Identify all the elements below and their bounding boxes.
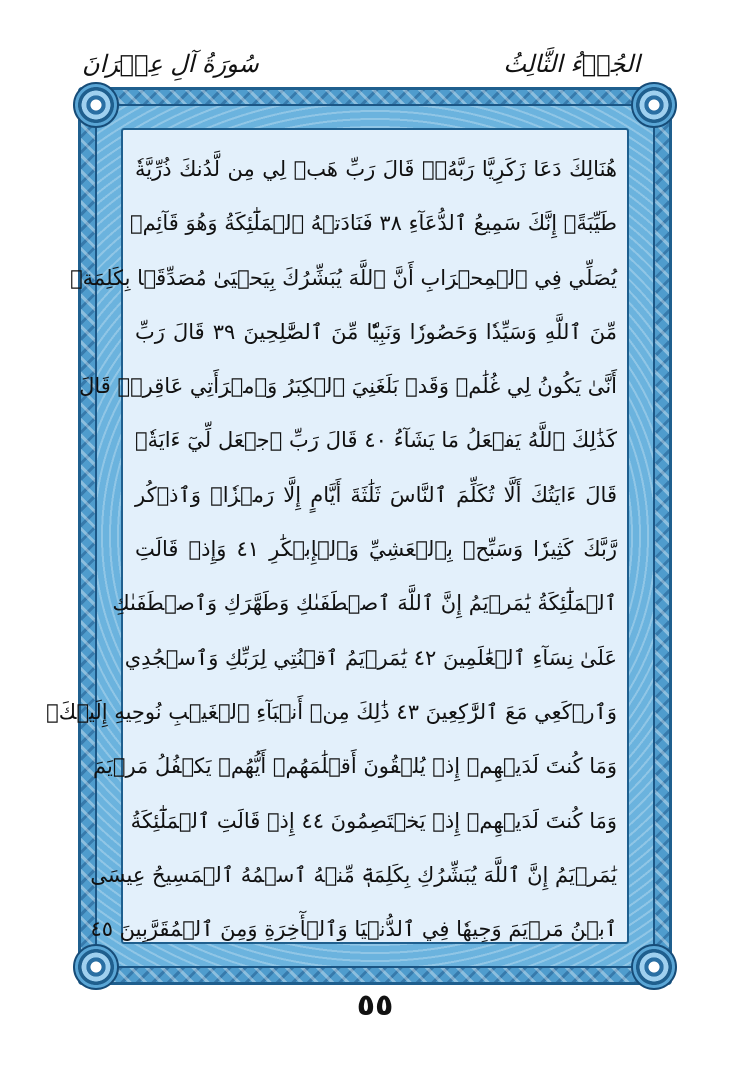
text-line: يُصَلِّي فِي ٱلۡمِحۡرَابِ أَنَّ ٱللَّهَ يُبَشِّرُكَ بِيَحۡيَىٰ مُصَدِّقَۢا بِكَلِمَةٖ: [70, 265, 617, 290]
text-line: وَٱرۡكَعِي مَعَ ٱلرَّٰكِعِينَ ٤٣ ذَٰلِكَ مِنۡ أَنۢبَآءِ ٱلۡغَيۡبِ نُوحِيهِ إِلَيۡكَۚ: [46, 699, 617, 724]
corner-rosette-icon: [631, 944, 677, 990]
text-line: طَيِّبَةًۖ إِنَّكَ سَمِيعُ ٱلدُّعَآءِ ٣٨ فَنَادَتۡهُ ٱلۡمَلَٰٓئِكَةُ وَهُوَ قَآئِمٞ: [129, 211, 617, 236]
page-number: ٥٥: [356, 988, 394, 1023]
corner-rosette-icon: [73, 82, 119, 128]
verse-lines: [46, 142, 617, 956]
text-line: كَذَٰلِكَ ٱللَّهُ يَفۡعَلُ مَا يَشَآءُ ٤٠ قَالَ رَبِّ ٱجۡعَل لِّيٓ ءَايَةٗۖ: [135, 428, 617, 453]
text-line: أَنَّىٰ يَكُونُ لِي غُلَٰمٞ وَقَدۡ بَلَغَنِيَ ٱلۡكِبَرُ وَٱمۡرَأَتِي عَاقِرٞۖ قَالَ: [79, 374, 617, 399]
corner-rosette-icon: [631, 82, 677, 128]
text-line: ٱبۡنُ مَرۡيَمَ وَجِيهٗا فِي ٱلدُّنۡيَا وَٱلۡأٓخِرَةِ وَمِنَ ٱلۡمُقَرَّبِينَ ٤٥: [90, 917, 617, 942]
text-line: وَمَا كُنتَ لَدَيۡهِمۡ إِذۡ يَخۡتَصِمُونَ ٤٤ إِذۡ قَالَتِ ٱلۡمَلَٰٓئِكَةُ: [130, 808, 617, 833]
surah-title: سُورَةُ آلِ عِمۡرَانَ: [82, 50, 259, 78]
text-line: يَٰمَرۡيَمُ إِنَّ ٱللَّهَ يُبَشِّرُكِ بِكَلِمَةٖ مِّنۡهُ ٱسۡمُهُ ٱلۡمَسِيحُ عِيسَى: [90, 862, 617, 887]
text-line: عَلَىٰ نِسَآءِ ٱلۡعَٰلَمِينَ ٤٢ يَٰمَرۡيَمُ ٱقۡنُتِي لِرَبِّكِ وَٱسۡجُدِي: [124, 645, 617, 670]
ornamental-frame: [46, 87, 672, 985]
text-line: هُنَالِكَ دَعَا زَكَرِيَّا رَبَّهُۥۖ قَالَ رَبِّ هَبۡ لِي مِن لَّدُنكَ ذُرِّيَّةٗ: [135, 157, 617, 181]
text-line: قَالَ ءَايَتُكَ أَلَّا تُكَلِّمَ ٱلنَّاسَ ثَلَٰثَةَ أَيَّامٍ إِلَّا رَمۡزٗاۗ وَٱذۡكُر: [135, 482, 617, 507]
text-line: مِّنَ ٱللَّهِ وَسَيِّدٗا وَحَصُورٗا وَنَبِيّٗا مِّنَ ٱلصَّٰلِحِينَ ٣٩ قَالَ رَبِّ: [135, 319, 617, 344]
text-line: وَمَا كُنتَ لَدَيۡهِمۡ إِذۡ يُلۡقُونَ أَقۡلَٰمَهُمۡ أَيُّهُمۡ يَكۡفُلُ مَرۡيَمَ: [93, 754, 617, 779]
text-line: ٱلۡمَلَٰٓئِكَةُ يَٰمَرۡيَمُ إِنَّ ٱللَّهَ ٱصۡطَفَىٰكِ وَطَهَّرَكِ وَٱصۡطَفَىٰكِ: [112, 591, 617, 616]
text-panel: [46, 128, 629, 944]
juz-title: الجُزۡءُ الثَّالِثُ: [503, 50, 640, 78]
text-line: رَّبَّكَ كَثِيرٗا وَسَبِّحۡ بِٱلۡعَشِيِّ وَٱلۡإِبۡكَٰرِ ٤١ وَإِذۡ قَالَتِ: [135, 537, 617, 562]
